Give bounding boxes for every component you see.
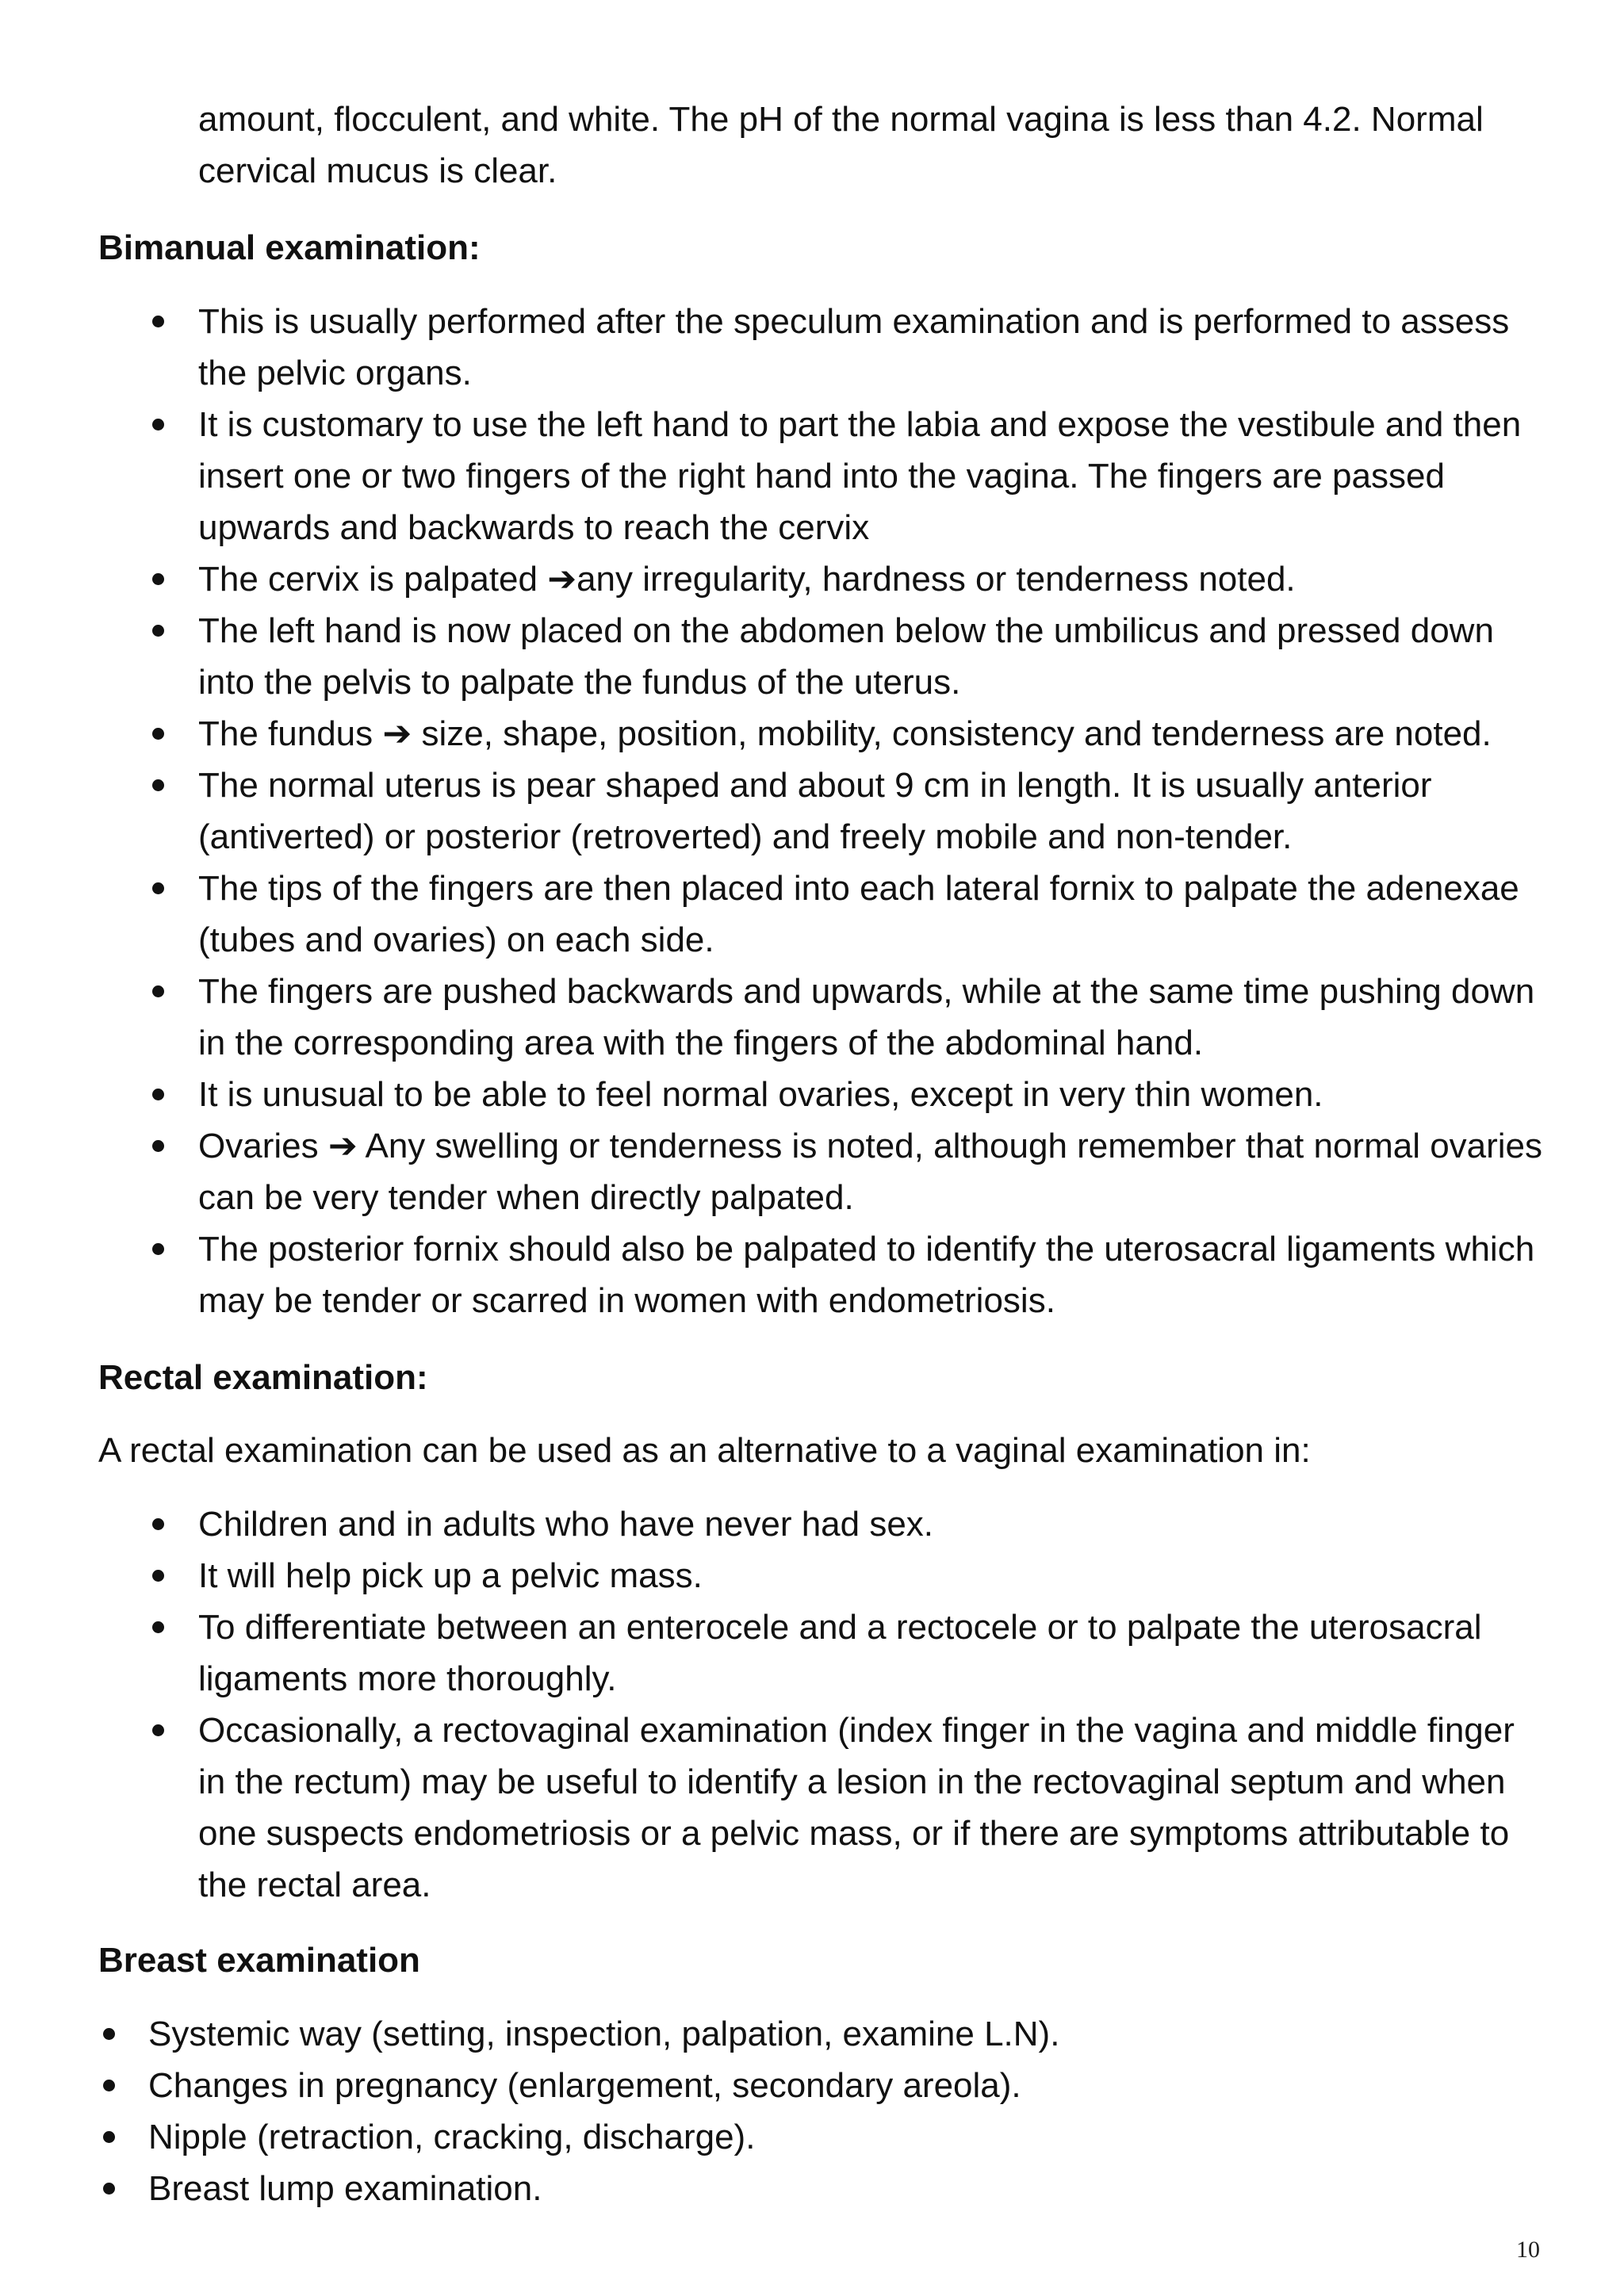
list-item-text: The fingers are pushed backwards and upwards, while at the same time pushing down in the corresponding area with the fingers of the abdominal hand.: [198, 972, 1535, 1062]
list-item: [198, 399, 1546, 553]
list-item: [148, 2008, 1536, 2060]
list-item-text: Breast lump examination.: [148, 2169, 542, 2208]
bullet-icon: [152, 1518, 164, 1530]
bullet-icon: [152, 728, 164, 740]
page-number: 10: [1516, 2237, 1540, 2263]
bullet-icon: [103, 2080, 115, 2091]
list-item-text: Nipple (retraction, cracking, discharge).: [148, 2118, 756, 2156]
list-item-text: The left hand is now placed on the abdomen below the umbilicus and pressed down into the pelvis to palpate the fundus of the uterus.: [198, 611, 1494, 702]
list-item-text: Ovaries ➔ Any swelling or tenderness is noted, although remember that normal ovaries can be very tender when directly palpated.: [198, 1127, 1543, 1217]
bullet-icon: [103, 2131, 115, 2143]
list-item: [148, 2111, 1536, 2163]
list-item-text: Systemic way (setting, inspection, palpation, examine L.N).: [148, 2015, 1060, 2053]
bullet-icon: [152, 1570, 164, 1582]
list-item-text: Children and in adults who have never had sex.: [198, 1505, 934, 1544]
list-item: [148, 2060, 1536, 2111]
bullet-icon: [152, 1089, 164, 1100]
rectal-list: [198, 1498, 1546, 1911]
bullet-icon: [103, 2028, 115, 2040]
bullet-icon: [152, 419, 164, 430]
bullet-icon: [152, 1724, 164, 1736]
list-item-text: Changes in pregnancy (enlargement, secondary areola).: [148, 2066, 1021, 2105]
list-item: [198, 605, 1546, 708]
list-item-text: It is customary to use the left hand to part the labia and expose the vestibule and then insert one or two fingers of the right hand into the vagina. The fingers are passed upwards and backwards to reach the cervix: [198, 405, 1522, 547]
bullet-icon: [103, 2183, 115, 2195]
rectal-intro-paragraph: A rectal examination can be used as an alternative to a vaginal examination in:: [98, 1431, 1311, 1470]
list-item: [198, 1069, 1546, 1120]
bullet-icon: [152, 1621, 164, 1633]
list-item: [198, 708, 1546, 760]
list-item: [198, 760, 1546, 863]
list-item-text: To differentiate between an enterocele and a rectocele or to palpate the uterosacral ligaments more thoroughly.: [198, 1608, 1482, 1698]
list-item-text: Occasionally, a rectovaginal examination (index finger in the vagina and middle finger in the rectum) may be useful to identify a lesion in the rectovaginal septum and when one suspects endometriosis or a pelvic mass, or if there are symptoms attributable to the rectal area.: [198, 1711, 1515, 1904]
list-item: [198, 1120, 1546, 1223]
list-item: [198, 1498, 1546, 1550]
bullet-icon: [152, 882, 164, 894]
bullet-icon: [152, 625, 164, 637]
list-item-text: It will help pick up a pelvic mass.: [198, 1556, 703, 1595]
bimanual-list: [198, 296, 1546, 1326]
list-item: [148, 2163, 1536, 2214]
list-item-text: This is usually performed after the speculum examination and is performed to assess the pelvic organs.: [198, 302, 1510, 392]
list-item: [198, 296, 1546, 399]
list-item-text: It is unusual to be able to feel normal ovaries, except in very thin women.: [198, 1075, 1323, 1114]
list-item: [198, 966, 1546, 1069]
list-item: [198, 863, 1546, 966]
bullet-icon: [152, 573, 164, 585]
bimanual-heading: Bimanual examination:: [98, 228, 481, 267]
list-item: [198, 1550, 1546, 1601]
list-item-text: The posterior fornix should also be palpated to identify the uterosacral ligaments which may be tender or scarred in women with endometriosis.: [198, 1230, 1535, 1320]
bullet-icon: [152, 1243, 164, 1255]
breast-heading: Breast examination: [98, 1941, 420, 1980]
bullet-icon: [152, 316, 164, 327]
bullet-icon: [152, 779, 164, 791]
breast-list: [148, 2008, 1536, 2214]
list-item: [198, 553, 1546, 605]
list-item: [198, 1223, 1546, 1326]
bullet-icon: [152, 985, 164, 997]
list-item-text: The cervix is palpated ➔any irregularity, hardness or tenderness noted.: [198, 560, 1296, 599]
intro-continuation-paragraph: amount, flocculent, and white. The pH of the normal vagina is less than 4.2. Normal cervical mucus is clear.: [198, 100, 1484, 190]
bullet-icon: [152, 1140, 164, 1152]
list-item: [198, 1705, 1546, 1911]
list-item-text: The normal uterus is pear shaped and about 9 cm in length. It is usually anterior (antiverted) or posterior (retroverted) and freely mobile and non-tender.: [198, 766, 1432, 856]
rectal-heading: Rectal examination:: [98, 1358, 428, 1397]
list-item-text: The fundus ➔ size, shape, position, mobility, consistency and tenderness are noted.: [198, 714, 1492, 753]
list-item-text: The tips of the fingers are then placed into each lateral fornix to palpate the adenexae (tubes and ovaries) on each side.: [198, 869, 1519, 959]
list-item: [198, 1601, 1546, 1705]
